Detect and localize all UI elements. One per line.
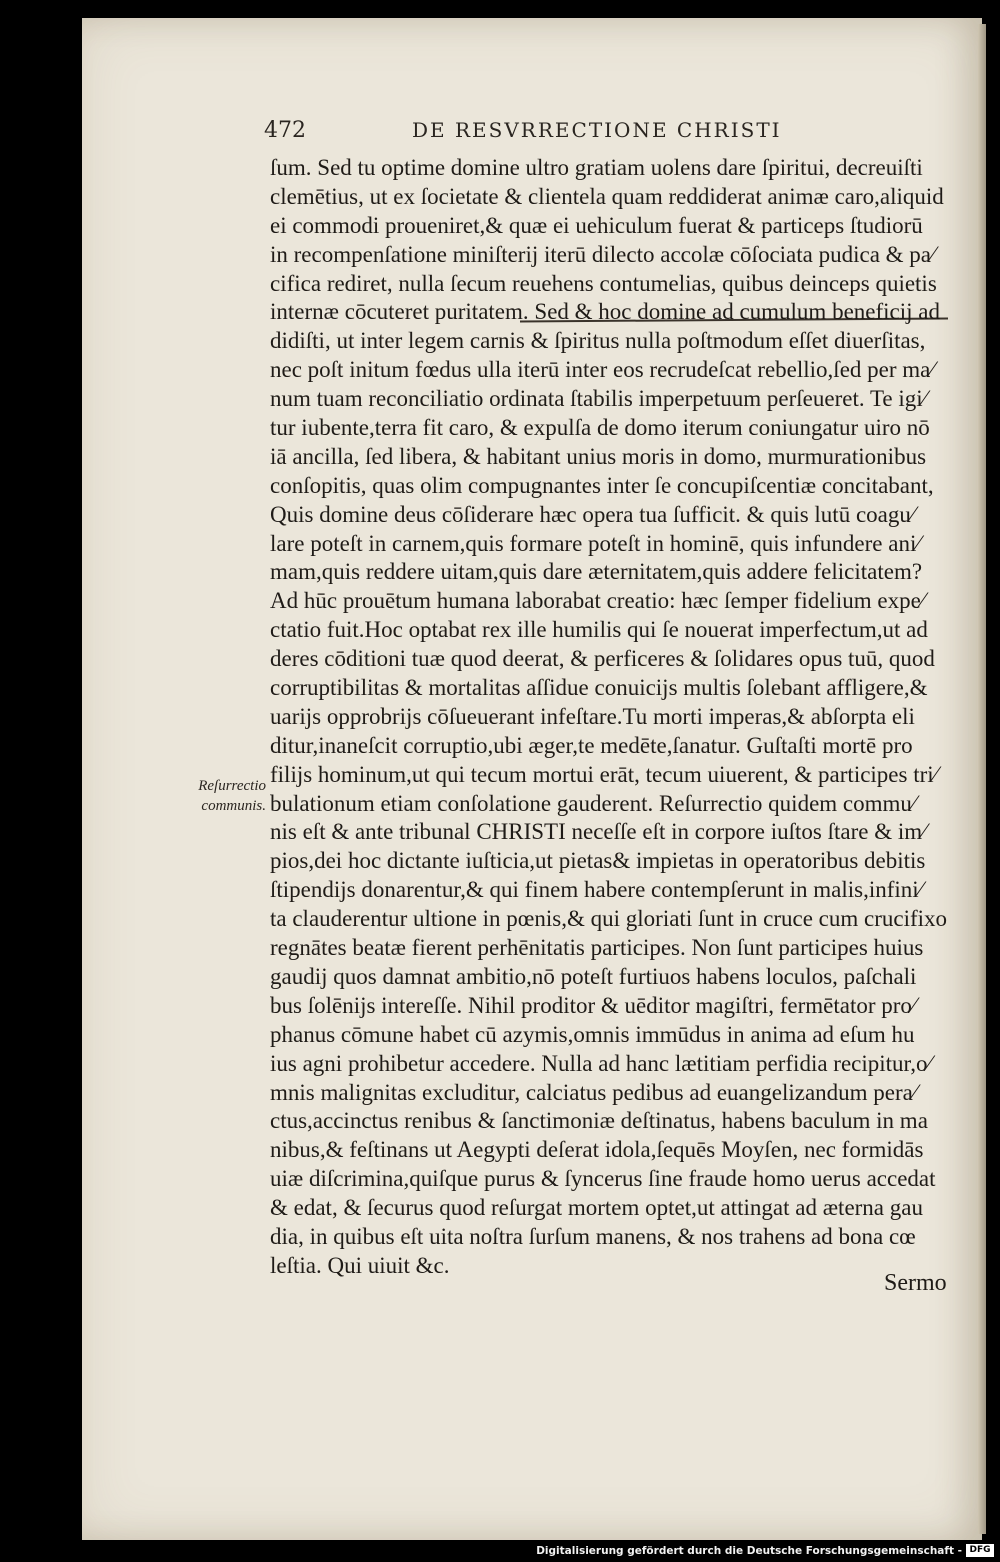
text-line: filijs hominum,ut qui tecum mortui erāt, tecum uiuerent, & participes tri⁄ [270, 761, 938, 787]
funding-credit: Digitalisierung gefördert durch die Deutsche Forschungsgemeinschaft - [536, 1545, 962, 1557]
text-line: uarijs opprobrijs cōſueuerant infeſtare.Tu morti imperas,& abſorpta eli [270, 703, 915, 729]
body-text [270, 154, 960, 1281]
text-line: regnātes beatæ fierent perhēnitatis participes. Non ſunt participes huius [270, 935, 924, 961]
text-line: uiæ diſcrimina,quiſque purus & ſyncerus ſine fraude homo uerus accedat [270, 1166, 936, 1192]
text-line: bus ſolēnijs intereſſe. Nihil proditor & uēditor magiſtri, fermētator pro⁄ [270, 992, 916, 1018]
page-header [264, 118, 784, 148]
text-line: gaudij quos damnat ambitio,nō poteſt furtiuos habens loculos, paſchali [270, 963, 917, 989]
text-line: ditur,inaneſcit corruptio,ubi æger,te medēte,ſanatur. Guſtaſti mortē pro [270, 732, 913, 758]
text-line: conſopitis, quas olim compugnantes inter ſe concupiſcentiæ concitabant, [270, 472, 934, 498]
text-line: dia, in quibus eſt uita noſtra ſurſum manens, & nos trahens ad bona cœ [270, 1223, 916, 1249]
text-line: ius agni prohibetur accedere. Nulla ad hanc lætitiam perfidia recipitur,o⁄ [270, 1050, 932, 1076]
text-line: ctatio fuit.Hoc optabat rex ille humilis qui ſe nouerat imperfectum,ut ad [270, 617, 928, 643]
catchword: Sermo [884, 1270, 947, 1296]
margin-note-line: Reſurrectio [198, 778, 266, 794]
text-line: Ad hūc prouētum humana laborabat creatio: hæc ſemper fidelium expe⁄ [270, 588, 925, 614]
text-line: Quis domine deus cōſiderare hæc opera tua ſufficit. & quis lutū coagu⁄ [270, 501, 915, 527]
text-line: nis eſt & ante tribunal CHRISTI neceſſe eſt in corpore iuſtos ſtare & im⁄ [270, 819, 926, 845]
text-line: ſtipendijs donarentur,& qui finem habere contempſerunt in malis,infini⁄ [270, 877, 923, 903]
text-line: bulationum etiam conſolatione gauderent. Reſurrectio quidem commu⁄ [270, 790, 916, 816]
text-line: leſtia. Qui uiuit &c. [270, 1252, 450, 1278]
text-line: didiſti, ut inter legem carnis & ſpiritus nulla poſtmodum eſſet diuerſitas, [270, 328, 926, 354]
text-line: in recompenſatione miniſterij iterū dilecto accolæ cōſociata pudica & pa⁄ [270, 241, 935, 267]
margin-note-line: communis. [201, 798, 266, 814]
text-line: mam,quis reddere uitam,quis dare æternitatem,quis addere felicitatem? [270, 559, 923, 585]
text-line: mnis malignitas excluditur, calciatus pedibus ad euangelizandum pera⁄ [270, 1079, 917, 1105]
text-line: iā ancilla, ſed libera, & habitant unius moris in domo, murmurationibus [270, 443, 927, 469]
text-line: ctus,accinctus renibus & ſanctimoniæ deſtinatus, habens baculum in ma [270, 1108, 928, 1134]
folio-number: 472 [264, 118, 306, 143]
text-line: num tuam reconciliatio ordinata ſtabilis imperpetuum perſeueret. Te igi⁄ [270, 386, 927, 412]
text-line: cifica rediret, nulla ſecum reuehens contumelias, quibus deinceps quietis [270, 270, 937, 296]
text-line: nibus,& feſtinans ut Aegypti deſerat idola,ſequēs Moyſen, nec formidās [270, 1137, 924, 1163]
text-line: internæ cōcuteret puritatem. Sed & hoc domine ad cumulum beneficij ad [270, 299, 940, 325]
page-edge [978, 24, 986, 1534]
text-line: phanus cōmune habet cū azymis,omnis immūdus in anima ad eſum hu [270, 1021, 915, 1047]
text-line: ta clauderentur ultione in pœnis,& qui gloriati ſunt in cruce cum crucifixo [270, 906, 948, 932]
text-line: ſum. Sed tu optime domine ultro gratiam uolens dare ſpiritui, decreuiſti [270, 155, 923, 180]
text-line: ei commodi proueniret,& quæ ei uehiculum fuerat & particeps ſtudiorū [270, 212, 923, 238]
text-line: clemētius, ut ex ſocietate & clientela quam reddiderat animæ caro,aliquid [270, 183, 944, 209]
running-title: DE RESVRRECTIONE CHRISTI [412, 118, 782, 142]
text-line: & edat, & ſecurus quod reſurgat mortem optet,ut attingat ad æterna gau [270, 1195, 923, 1221]
text-line: nec poſt initum fœdus ulla iterū inter eos recrudeſcat rebellio,ſed per ma⁄ [270, 357, 935, 383]
dfg-logo-icon: DFG [966, 1544, 994, 1557]
text-line: pios,dei hoc dictante iuſticia,ut pietas& impietas in operatoribus debitis [270, 848, 926, 874]
margin-note [176, 776, 266, 816]
text-line: deres cōditioni tuæ quod deerat, & perficeres & ſolidares opus tuū, quod [270, 646, 935, 672]
text-line: corruptibilitas & mortalitas aſſidue conuicijs multis ſolebant affligere,& [270, 675, 928, 701]
text-line: tur iubente,terra fit caro, & expulſa de domo iterum coniungatur uiro nō [270, 415, 930, 441]
text-line: lare poteſt in carnem,quis formare poteſt in hominē, quis infundere ani⁄ [270, 530, 921, 556]
